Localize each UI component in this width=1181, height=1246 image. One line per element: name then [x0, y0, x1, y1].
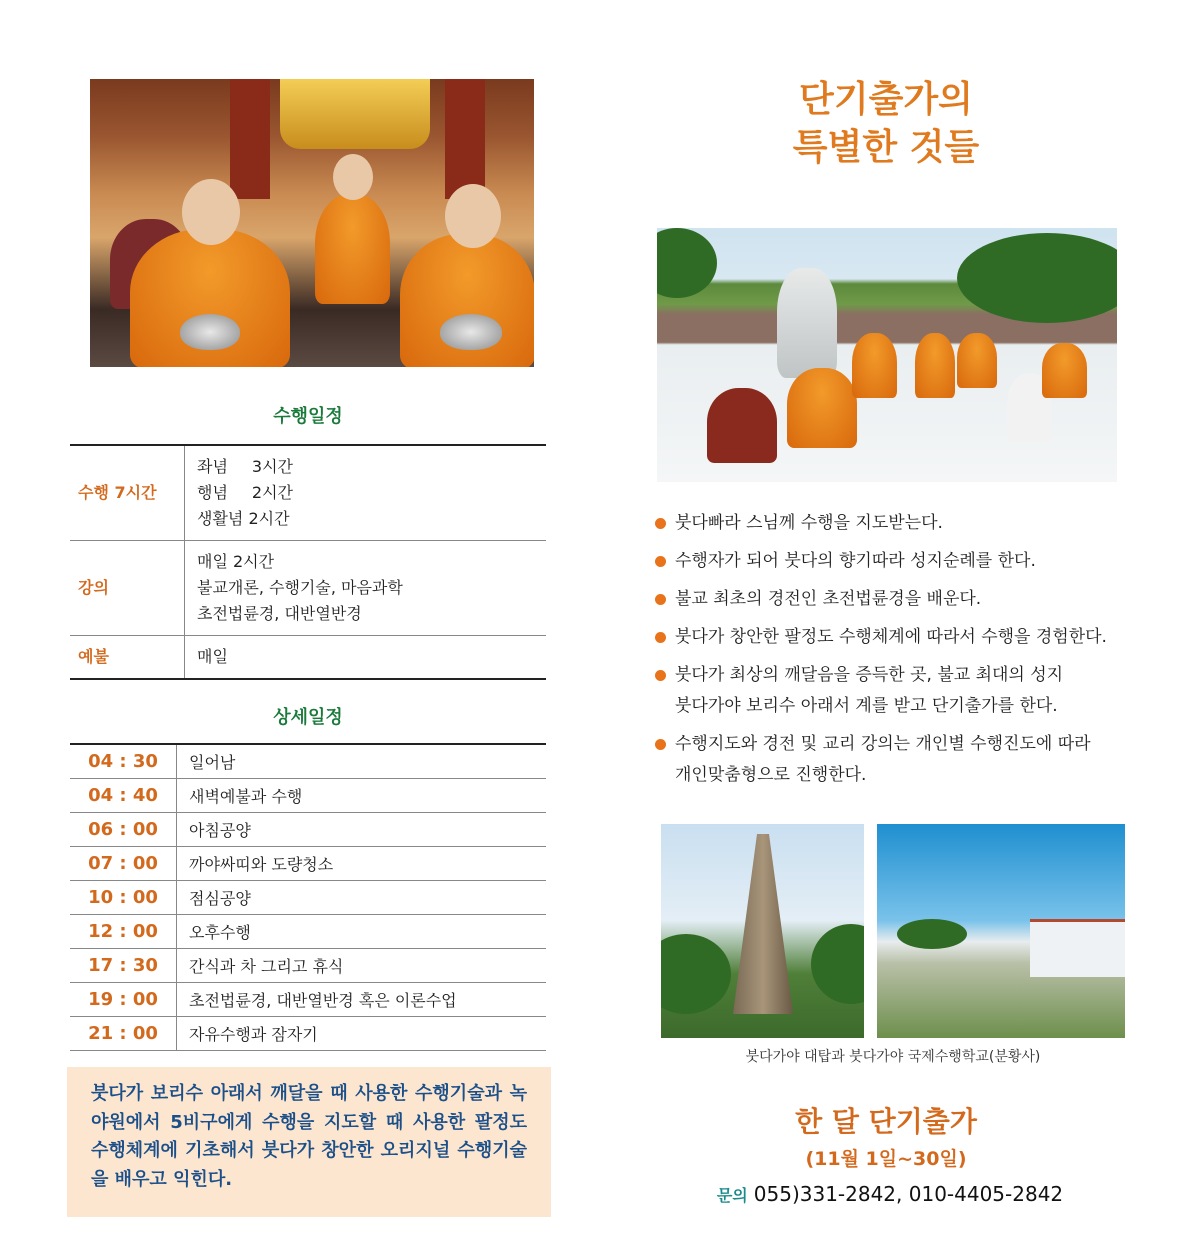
contact-label: 문의 — [716, 1186, 748, 1205]
list-item: 행념 2시간 — [197, 483, 294, 502]
contact-info — [690, 1182, 1090, 1206]
table-row — [70, 445, 546, 541]
detail-schedule-table — [70, 743, 546, 1051]
list-item: 매일 2시간 — [197, 552, 275, 571]
category-lecture: 강의 — [70, 541, 185, 636]
bullet-dot-icon — [655, 739, 666, 750]
ordination-ceremony-photo — [657, 228, 1117, 482]
time-cell: 19 : 00 — [70, 983, 177, 1017]
activity-cell: 아침공양 — [177, 813, 547, 847]
mahabodhi-temple-photo — [661, 824, 864, 1038]
list-item: 불교개론, 수행기술, 마음과학 — [197, 578, 403, 597]
schedule-heading: 수행일정 — [273, 406, 343, 427]
practice-note-box — [67, 1067, 551, 1217]
time-cell: 04 : 30 — [70, 744, 177, 779]
table-row — [70, 744, 546, 779]
table-row — [70, 541, 546, 636]
photo-caption: 붓다가야 대탑과 붓다가야 국제수행학교(분황사) — [745, 1049, 1041, 1065]
list-item: 좌념 3시간 — [197, 457, 294, 476]
benefits-list — [655, 508, 1160, 798]
meditation-school-photo — [877, 824, 1125, 1038]
table-row — [70, 813, 546, 847]
contact-numbers: 055)331-2842, 010-4405-2842 — [753, 1182, 1064, 1206]
monks-with-alms-bowls-photo — [90, 79, 534, 367]
category-practice: 수행 7시간 — [70, 445, 185, 541]
table-row — [70, 983, 546, 1017]
list-item: 붓다빠라 스님께 수행을 지도받는다. — [655, 508, 1160, 539]
list-item: 붓다가 창안한 팔정도 수행체계에 따라서 수행을 경험한다. — [655, 622, 1160, 653]
table-row — [70, 1017, 546, 1051]
activity-cell: 간식과 차 그리고 휴식 — [177, 949, 547, 983]
bullet-dot-icon — [655, 670, 666, 681]
program-dates: (11월 1일~30일) — [805, 1148, 967, 1170]
activity-cell: 자유수행과 잠자기 — [177, 1017, 547, 1051]
table-row — [70, 949, 546, 983]
table-row — [70, 915, 546, 949]
time-cell: 07 : 00 — [70, 847, 177, 881]
practice-note-text: 붓다가 보리수 아래서 깨달을 때 사용한 수행기술과 녹야원에서 5비구에게 수행을 지도할 때 사용한 팔정도 수행체계에 기초해서 붓다가 창안한 오리지널 수행기술을 배우고 익힌다. — [91, 1083, 527, 1190]
detail-schedule-heading: 상세일정 — [273, 707, 343, 728]
activity-cell: 새벽예불과 수행 — [177, 779, 547, 813]
bullet-dot-icon — [655, 594, 666, 605]
time-cell: 12 : 00 — [70, 915, 177, 949]
table-row — [70, 881, 546, 915]
list-item: 수행자가 되어 붓다의 향기따라 성지순례를 한다. — [655, 546, 1160, 577]
time-cell: 06 : 00 — [70, 813, 177, 847]
time-cell: 21 : 00 — [70, 1017, 177, 1051]
table-row — [70, 847, 546, 881]
list-item: 초전법륜경, 대반열반경 — [197, 604, 362, 623]
table-row — [70, 636, 546, 680]
category-worship: 예불 — [70, 636, 185, 680]
table-row — [70, 779, 546, 813]
time-cell: 04 : 40 — [70, 779, 177, 813]
activity-cell: 까야싸띠와 도량청소 — [177, 847, 547, 881]
time-cell: 10 : 00 — [70, 881, 177, 915]
list-item: 붓다가 최상의 깨달음을 증득한 곳, 불교 최대의 성지 붓다가야 보리수 아래서 계를 받고 단기출가를 한다. — [655, 660, 1160, 722]
schedule-summary-table — [70, 444, 546, 680]
list-item: 수행지도와 경전 및 교리 강의는 개인별 수행진도에 따라 개인맞춤형으로 진행한다. — [655, 729, 1160, 791]
list-item: 불교 최초의 경전인 초전법륜경을 배운다. — [655, 584, 1160, 615]
list-item: 생활념 2시간 — [197, 509, 290, 528]
list-item: 매일 — [197, 647, 228, 666]
bullet-dot-icon — [655, 632, 666, 643]
activity-cell: 점심공양 — [177, 881, 547, 915]
bullet-dot-icon — [655, 556, 666, 567]
bullet-dot-icon — [655, 518, 666, 529]
program-title: 한 달 단기출가 — [795, 1105, 977, 1138]
time-cell: 17 : 30 — [70, 949, 177, 983]
activity-cell: 초전법륜경, 대반열반경 혹은 이론수업 — [177, 983, 547, 1017]
activity-cell: 일어남 — [177, 744, 547, 779]
activity-cell: 오후수행 — [177, 915, 547, 949]
page-title: 단기출가의 특별한 것들 — [792, 79, 980, 168]
